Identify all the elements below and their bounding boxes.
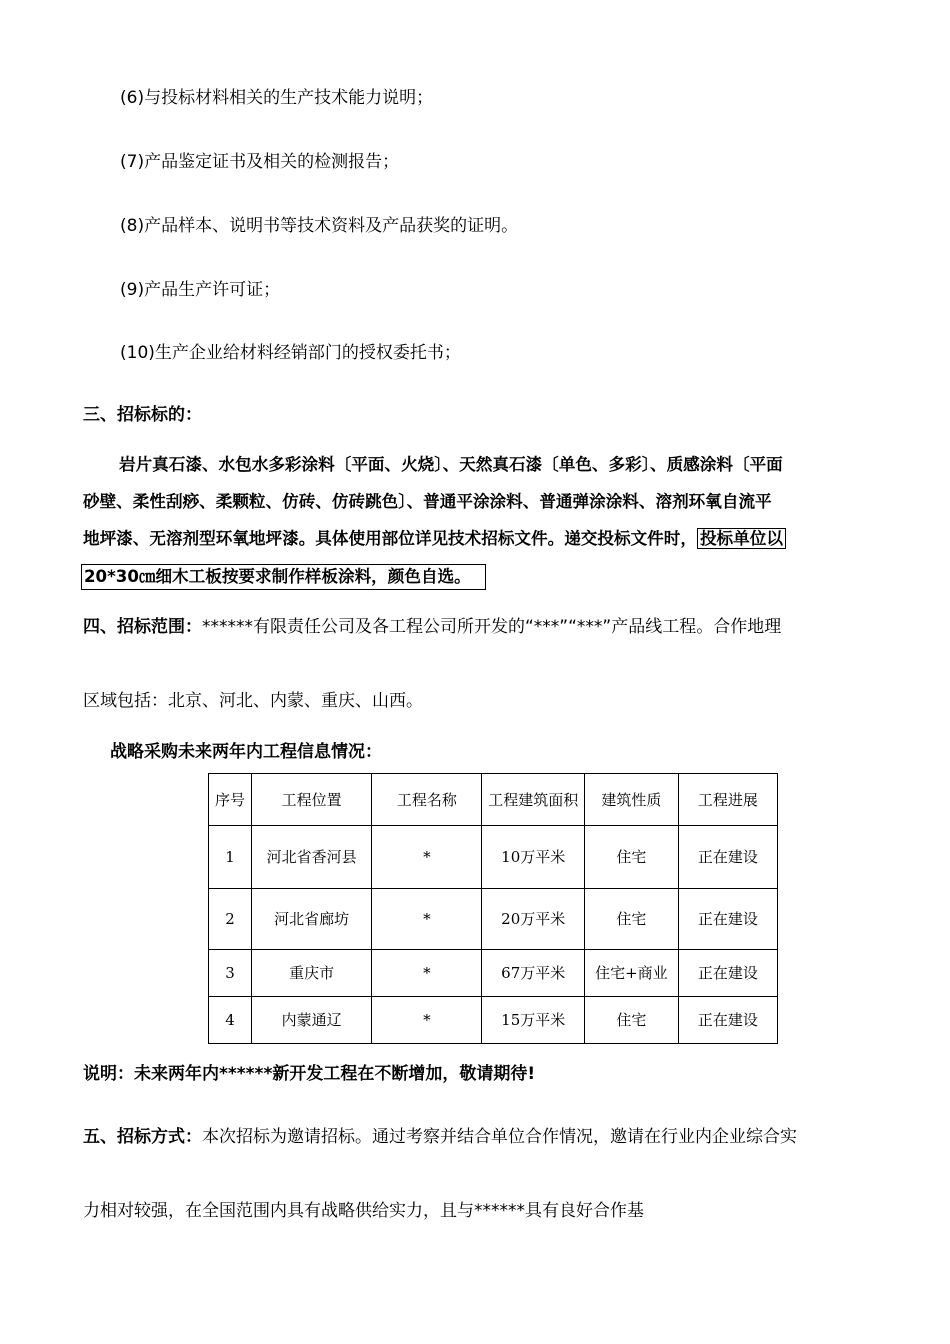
table-cell: 内蒙通辽 <box>252 997 372 1044</box>
item-10: (10)生产企业给材料经销部门的授权委托书； <box>120 343 461 363</box>
table-row <box>209 826 778 889</box>
header-cell: 序号 <box>209 774 252 826</box>
table-cell: 河北省廊坊 <box>252 889 372 950</box>
table-cell: 住宅+商业 <box>585 950 679 997</box>
table-row <box>209 889 778 950</box>
item-8: (8)产品样本、说明书等技术资料及产品获奖的证明。 <box>120 216 519 236</box>
note: 说明：未来两年内******新开发工程在不断增加，敬请期待! <box>83 1064 536 1084</box>
section-5-line-2: 力相对较强，在全国范围内具有战略供给实力，且与******具有良好合作基 <box>83 1201 644 1221</box>
item-7: (7)产品鉴定证书及相关的检测报告； <box>120 152 400 172</box>
header-cell: 建筑性质 <box>585 774 679 826</box>
section-5-heading: 五、招标方式： <box>83 1127 202 1147</box>
header-cell: 工程位置 <box>252 774 372 826</box>
table-cell: 河北省香河县 <box>252 826 372 889</box>
section-3-line-3-text: 地坪漆、无溶剂型环氧地坪漆。具体使用部位详见技术招标文件。递交投标文件时， <box>83 529 697 548</box>
table-cell: 重庆市 <box>252 950 372 997</box>
section-3-line-1: 岩片真石漆、水包水多彩涂料〔平面、火烧〕、天然真石漆〔单色、多彩〕、质感涂料〔平面 <box>119 455 783 474</box>
table-cell: 住宅 <box>585 997 679 1044</box>
table-cell: 正在建设 <box>678 997 777 1044</box>
table-cell: 4 <box>209 997 252 1044</box>
table-cell: 住宅 <box>585 889 679 950</box>
table-cell: 1 <box>209 826 252 889</box>
section-3-heading: 三、招标标的： <box>83 405 202 425</box>
section-3-line-3 <box>83 527 786 551</box>
header-cell: 工程进展 <box>678 774 777 826</box>
table-cell: 正在建设 <box>678 950 777 997</box>
project-info-table <box>208 773 778 1044</box>
table-cell: * <box>372 997 482 1044</box>
table-cell: 正在建设 <box>678 826 777 889</box>
section-4-text-1: ******有限责任公司及各工程公司所开发的“***”“***”产品线工程。合作地理 <box>202 617 782 637</box>
sample-requirement-box-line-2: 20*30㎝细木工板按要求制作样板涂料，颜色自选。 <box>81 564 486 590</box>
table-title: 战略采购未来两年内工程信息情况： <box>110 742 382 762</box>
table-cell: 2 <box>209 889 252 950</box>
item-9: (9)产品生产许可证； <box>120 280 281 300</box>
section-5-text-1: 本次招标为邀请招标。通过考察并结合单位合作情况，邀请在行业内企业综合实 <box>202 1127 797 1147</box>
table-header-row <box>209 774 778 826</box>
header-cell: 工程建筑面积 <box>482 774 585 826</box>
section-5-line-1 <box>83 1125 797 1149</box>
table-cell: 67万平米 <box>482 950 585 997</box>
table-cell: * <box>372 826 482 889</box>
table-cell: 15万平米 <box>482 997 585 1044</box>
table-cell: 正在建设 <box>678 889 777 950</box>
sample-requirement-box: 投标单位以 <box>697 528 786 549</box>
table-cell: 住宅 <box>585 826 679 889</box>
section-4-heading: 四、招标范围： <box>83 617 202 637</box>
table-cell: 10万平米 <box>482 826 585 889</box>
item-6: (6)与投标材料相关的生产技术能力说明； <box>120 88 434 108</box>
table-row <box>209 950 778 997</box>
section-4-line-1 <box>83 615 781 639</box>
table-cell: * <box>372 889 482 950</box>
section-3-line-2: 砂壁、柔性刮痧、柔颗粒、仿砖、仿砖跳色〕、普通平涂涂料、普通弹涂涂料、溶剂环氧自流平 <box>83 492 772 511</box>
section-4-line-2: 区域包括：北京、河北、内蒙、重庆、山西。 <box>83 691 423 711</box>
table-row <box>209 997 778 1044</box>
table-cell: 3 <box>209 950 252 997</box>
table-cell: * <box>372 950 482 997</box>
table-cell: 20万平米 <box>482 889 585 950</box>
header-cell: 工程名称 <box>372 774 482 826</box>
